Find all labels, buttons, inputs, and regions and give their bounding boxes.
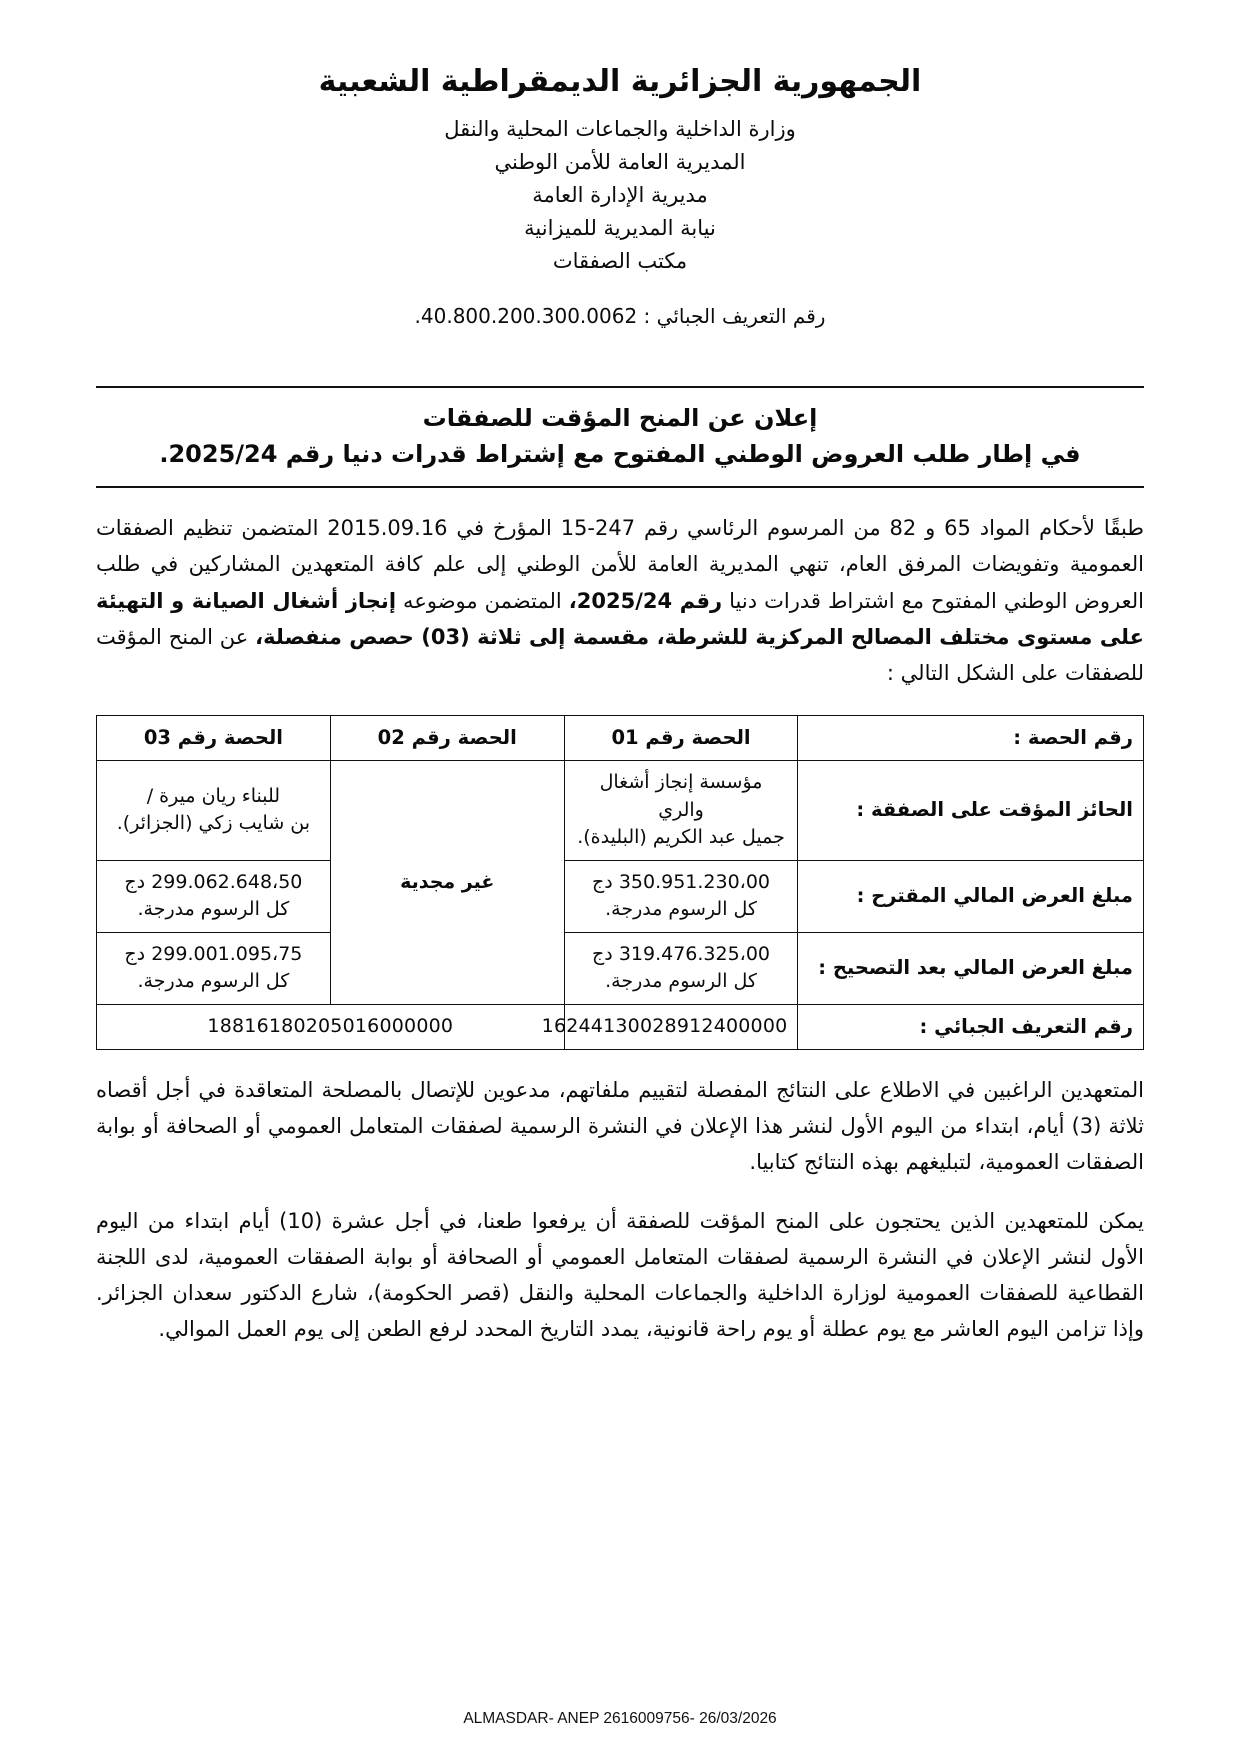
corrected-amount-lot-03 — [97, 932, 331, 1004]
table-row — [97, 715, 1144, 760]
winner-lot-01 — [564, 761, 798, 861]
proposed-amount-lot-03-value: 299.062.648،50 دج — [124, 870, 303, 893]
corrected-amount-lot-03-value: 299.001.095،75 دج — [124, 942, 303, 965]
column-header-lot-03: الحصة رقم 03 — [97, 715, 331, 760]
proposed-amount-lot-01-value: 350.951.230،00 دج — [592, 870, 770, 893]
corrected-amount-lot-01-note: كل الرسوم مدرجة. — [605, 970, 757, 993]
announcement-title-block — [96, 386, 1144, 488]
table-row — [97, 932, 1144, 1004]
office-name: مكتب الصفقات — [552, 249, 688, 274]
document-header — [96, 62, 1144, 328]
intro-part-a: طبقًا لأحكام المواد 65 و 82 من المرسوم الرئاسي رقم 247-15 المؤرخ في 2015.09.16 المتضمن تنظيم الصفقات العمومية وتفويضات المرفق العام، تنهي المديرية العامة للأمن الوطني إلى علم كافة المتعهدين المشاركين في طلب العروض الوطني المفتوح مع اشتراط قدرات دنيا — [96, 516, 1144, 613]
winner-lot-03-line2: بن شايب زكي (الجزائر). — [116, 812, 311, 835]
table-row — [97, 1005, 1144, 1050]
row-header-proposed-amount: مبلغ العرض المالي المقترح : — [798, 860, 1144, 932]
corrected-amount-lot-01-value: 319.476.325،00 دج — [592, 942, 770, 965]
deputy-directorate-name: نيابة المديرية للميزانية — [524, 216, 716, 241]
winner-lot-01-line1: مؤسسة إنجاز أشغال والري — [599, 771, 763, 821]
document-footer: ALMASDAR- ANEP 2616009756- 26/03/2026 — [463, 1710, 777, 1727]
winner-lot-03-line1: للبناء ريان ميرة / — [146, 784, 281, 807]
results-table — [96, 715, 1144, 1050]
republic-title: الجمهورية الجزائرية الديمقراطية الشعبية — [318, 64, 922, 99]
intro-part-e: عن المنح المؤقت للصفقات على الشكل التالي : — [96, 624, 1144, 685]
corrected-amount-lot-03-note: كل الرسوم مدرجة. — [137, 970, 290, 993]
ministry-name: وزارة الداخلية والجماعات المحلية والنقل — [444, 116, 796, 141]
corrected-amount-lot-01 — [564, 932, 798, 1004]
announcement-title-line-1: إعلان عن المنح المؤقت للصفقات — [422, 404, 818, 433]
appeal-paragraph: يمكن للمتعهدين الذين يحتجون على المنح المؤقت للصفقة أن يرفعوا طعنا، في أجل عشرة (10) أيام ابتداء من اليوم الأول لنشر الإعلان في النشرة الرسمية لصفقات المتعامل العمومي أو الصحافة أو بوابة الصفقات العمومية، لدى اللجنة القطاعية للصفقات العمومية لوزارة الداخلية والجماعات المحلية والنقل (قصر الحكومة)، شارع الدكتور سعدان الجزائر. وإذا تزامن اليوم العاشر مع يوم عطلة أو يوم راحة قانونية، يمدد التاريخ المحدد لرفع الطعن إلى يوم العمل الموالي. — [96, 1208, 1144, 1341]
row-header-lot-number: رقم الحصة : — [798, 715, 1144, 760]
intro-subject: إنجاز أشغال الصيانة و التهيئة على مستوى مختلف المصالح المركزية للشرطة، مقسمة إلى ثلاثة (03) حصص منفصلة، — [96, 588, 1144, 649]
announcement-title-line-2: في إطار طلب العروض الوطني المفتوح مع إشتراط قدرات دنيا رقم 2025/24. — [159, 440, 1081, 469]
detailed-results-paragraph: المتعهدين الراغبين في الاطلاع على النتائج المفصلة لتقييم ملفاتهم، مدعوين للإتصال بالمصلحة المتعاقدة في أجل أقصاه ثلاثة (3) أيام، ابتداء من اليوم الأول لنشر هذا الإعلان في النشرة الرسمية لصفقات المتعامل العمومي أو الصحافة أو بوابة الصفقات العمومية، لتبليغهم بهذه النتائج كتابيا. — [96, 1078, 1144, 1175]
tax-id-lot-01: 16244130028912400000 — [564, 1005, 798, 1050]
intro-part-c: المتضمن موضوعه — [396, 588, 569, 613]
proposed-amount-lot-01-note: كل الرسوم مدرجة. — [605, 898, 757, 921]
directorate-name: المديرية العامة للأمن الوطني — [494, 149, 746, 174]
proposed-amount-lot-03 — [97, 860, 331, 932]
table-row — [97, 860, 1144, 932]
row-header-tax-id: رقم التعريف الجبائي : — [798, 1005, 1144, 1050]
intro-tender-number: رقم 2025/24، — [568, 588, 723, 613]
column-header-lot-01: الحصة رقم 01 — [564, 715, 798, 760]
tax-id-lot-03: 18816180205016000000 — [97, 1005, 565, 1050]
column-header-lot-02: الحصة رقم 02 — [330, 715, 564, 760]
winner-lot-01-line2: جميل عبد الكريم (البليدة). — [577, 826, 785, 849]
proposed-amount-lot-03-note: كل الرسوم مدرجة. — [137, 898, 290, 921]
winner-lot-03 — [97, 761, 331, 861]
row-header-corrected-amount: مبلغ العرض المالي بعد التصحيح : — [798, 932, 1144, 1004]
proposed-amount-lot-01 — [564, 860, 798, 932]
header-tax-id: رقم التعريف الجبائي : 40.800.200.300.0062. — [414, 304, 826, 329]
row-header-winner: الحائز المؤقت على الصفقة : — [798, 761, 1144, 861]
sub-directorate-name: مديرية الإدارة العامة — [532, 182, 708, 207]
intro-paragraph — [96, 510, 1144, 691]
lot-02-not-viable: غير مجدية — [330, 761, 564, 1005]
table-row — [97, 761, 1144, 861]
